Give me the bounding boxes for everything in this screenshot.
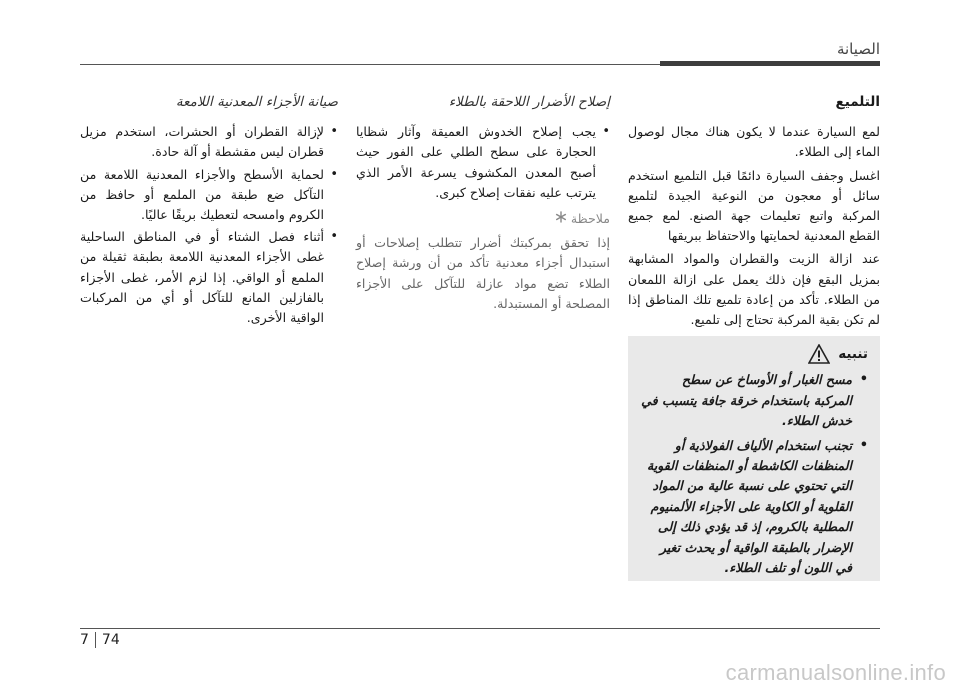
header-bar	[660, 61, 880, 66]
polishing-column	[628, 92, 880, 333]
bright-metal-item: • أثناء فصل الشتاء أو في المناطق الساحلية غطى الأجزاء المعدنية اللامعة بطبقة ثقيلة من الملمع أو الواقي. إذا لزم الأمر، غطى الأجزاء بالفازلين المانع للتآكل أو أي من المركبات الواقية الأخرى.	[80, 227, 338, 328]
caution-list	[640, 370, 868, 578]
note-text: إذا تحقق بمركبتك أضرار تتطلب إصلاحات أو استبدال أجزاء معدنية تأكد من أن ورشة إصلاح الطلاء تضع مواد عازلة للتآكل على الأجزاء المصلحة أو المستبدلة.	[356, 235, 610, 311]
polishing-heading: التلميع	[835, 94, 880, 110]
caution-item: • تجنب استخدام الألياف الفولاذية أو المنظفات الكاشطة أو المنظفات القوية التي تحتوي على نسبة عالية من المواد القلوية أو الكاوية على الأجزاء الألمنيوم المطلية بالكروم، إذ قد يؤدي ذلك إلى الإضرار بالطبقة الواقية أو يحدث تغير في اللون أو تلف الطلاء.	[640, 436, 868, 579]
paint-repair-heading: إصلاح الأضرار اللاحقة بالطلاء	[448, 94, 610, 110]
polishing-paragraph: عند ازالة الزيت والقطران والمواد المشابهة بمزيل البقع فإن ذلك يعمل على ازالة اللمعان من الطلاء. تأكد من إعادة تلميع تلك المناطق إذا لم تكن بقية المركبة تحتاج إلى تلميع.	[628, 251, 880, 328]
caution-heading: تنبيه	[838, 346, 868, 362]
note-label-text: ملاحظة	[570, 211, 610, 227]
bright-metal-item: • لإزالة القطران أو الحشرات، استخدم مزيل قطران ليس مقشطة أو آلة حادة.	[80, 122, 338, 162]
bright-metal-item: • لحماية الأسطح والأجزاء المعدنية اللامعة من التآكل ضع طبقة من الملمع أو حافظ من الكروم وامسحه لتعطيك بريقًا عاليًا.	[80, 165, 338, 226]
paint-repair-item: • يجب إصلاح الخدوش العميقة وآثار شظايا الحجارة على سطح الطلي على الفور حيث أصبح المعدن المكشوف يسرعة الأمر الذي يترتب عليه نفقات إصلاح كبرى.	[356, 122, 610, 203]
polishing-paragraph: لمع السيارة عندما لا يكون هناك مجال لوصول الماء إلى الطلاء.	[628, 124, 880, 160]
page-number-value: 74	[101, 632, 120, 648]
bright-metal-heading: صيانة الأجزاء المعدنية اللامعة	[175, 94, 338, 110]
bright-metal-list	[80, 122, 338, 328]
caution-box	[628, 336, 880, 581]
caution-item: • مسح الغبار أو الأوساخ عن سطح المركبة باستخدام خرقة جافة يتسبب في خدش الطلاء.	[640, 370, 868, 431]
bright-metal-column	[80, 92, 338, 330]
caution-header	[640, 344, 868, 364]
chapter-number: 7	[80, 632, 89, 648]
page-number-divider	[95, 632, 96, 648]
note-label	[356, 209, 610, 229]
paint-repair-column	[356, 92, 610, 317]
asterisk-icon	[555, 209, 567, 229]
watermark: carmanualsonline.info	[725, 660, 946, 685]
footer-rule	[80, 628, 880, 629]
section-title: الصيانة	[836, 40, 880, 58]
page-number	[80, 632, 120, 648]
warning-triangle-icon	[808, 344, 830, 364]
polishing-paragraph: اغسل وجفف السيارة دائمًا قبل التلميع استخدم سائل أو معجون من النوعية الجيدة لتلميع المركبة واتبع تعليمات جهة الصنع. لمع جميع القطع المعدنية لحمايتها والاحتفاظ ببريقها	[628, 167, 880, 244]
paint-repair-list	[356, 122, 610, 203]
